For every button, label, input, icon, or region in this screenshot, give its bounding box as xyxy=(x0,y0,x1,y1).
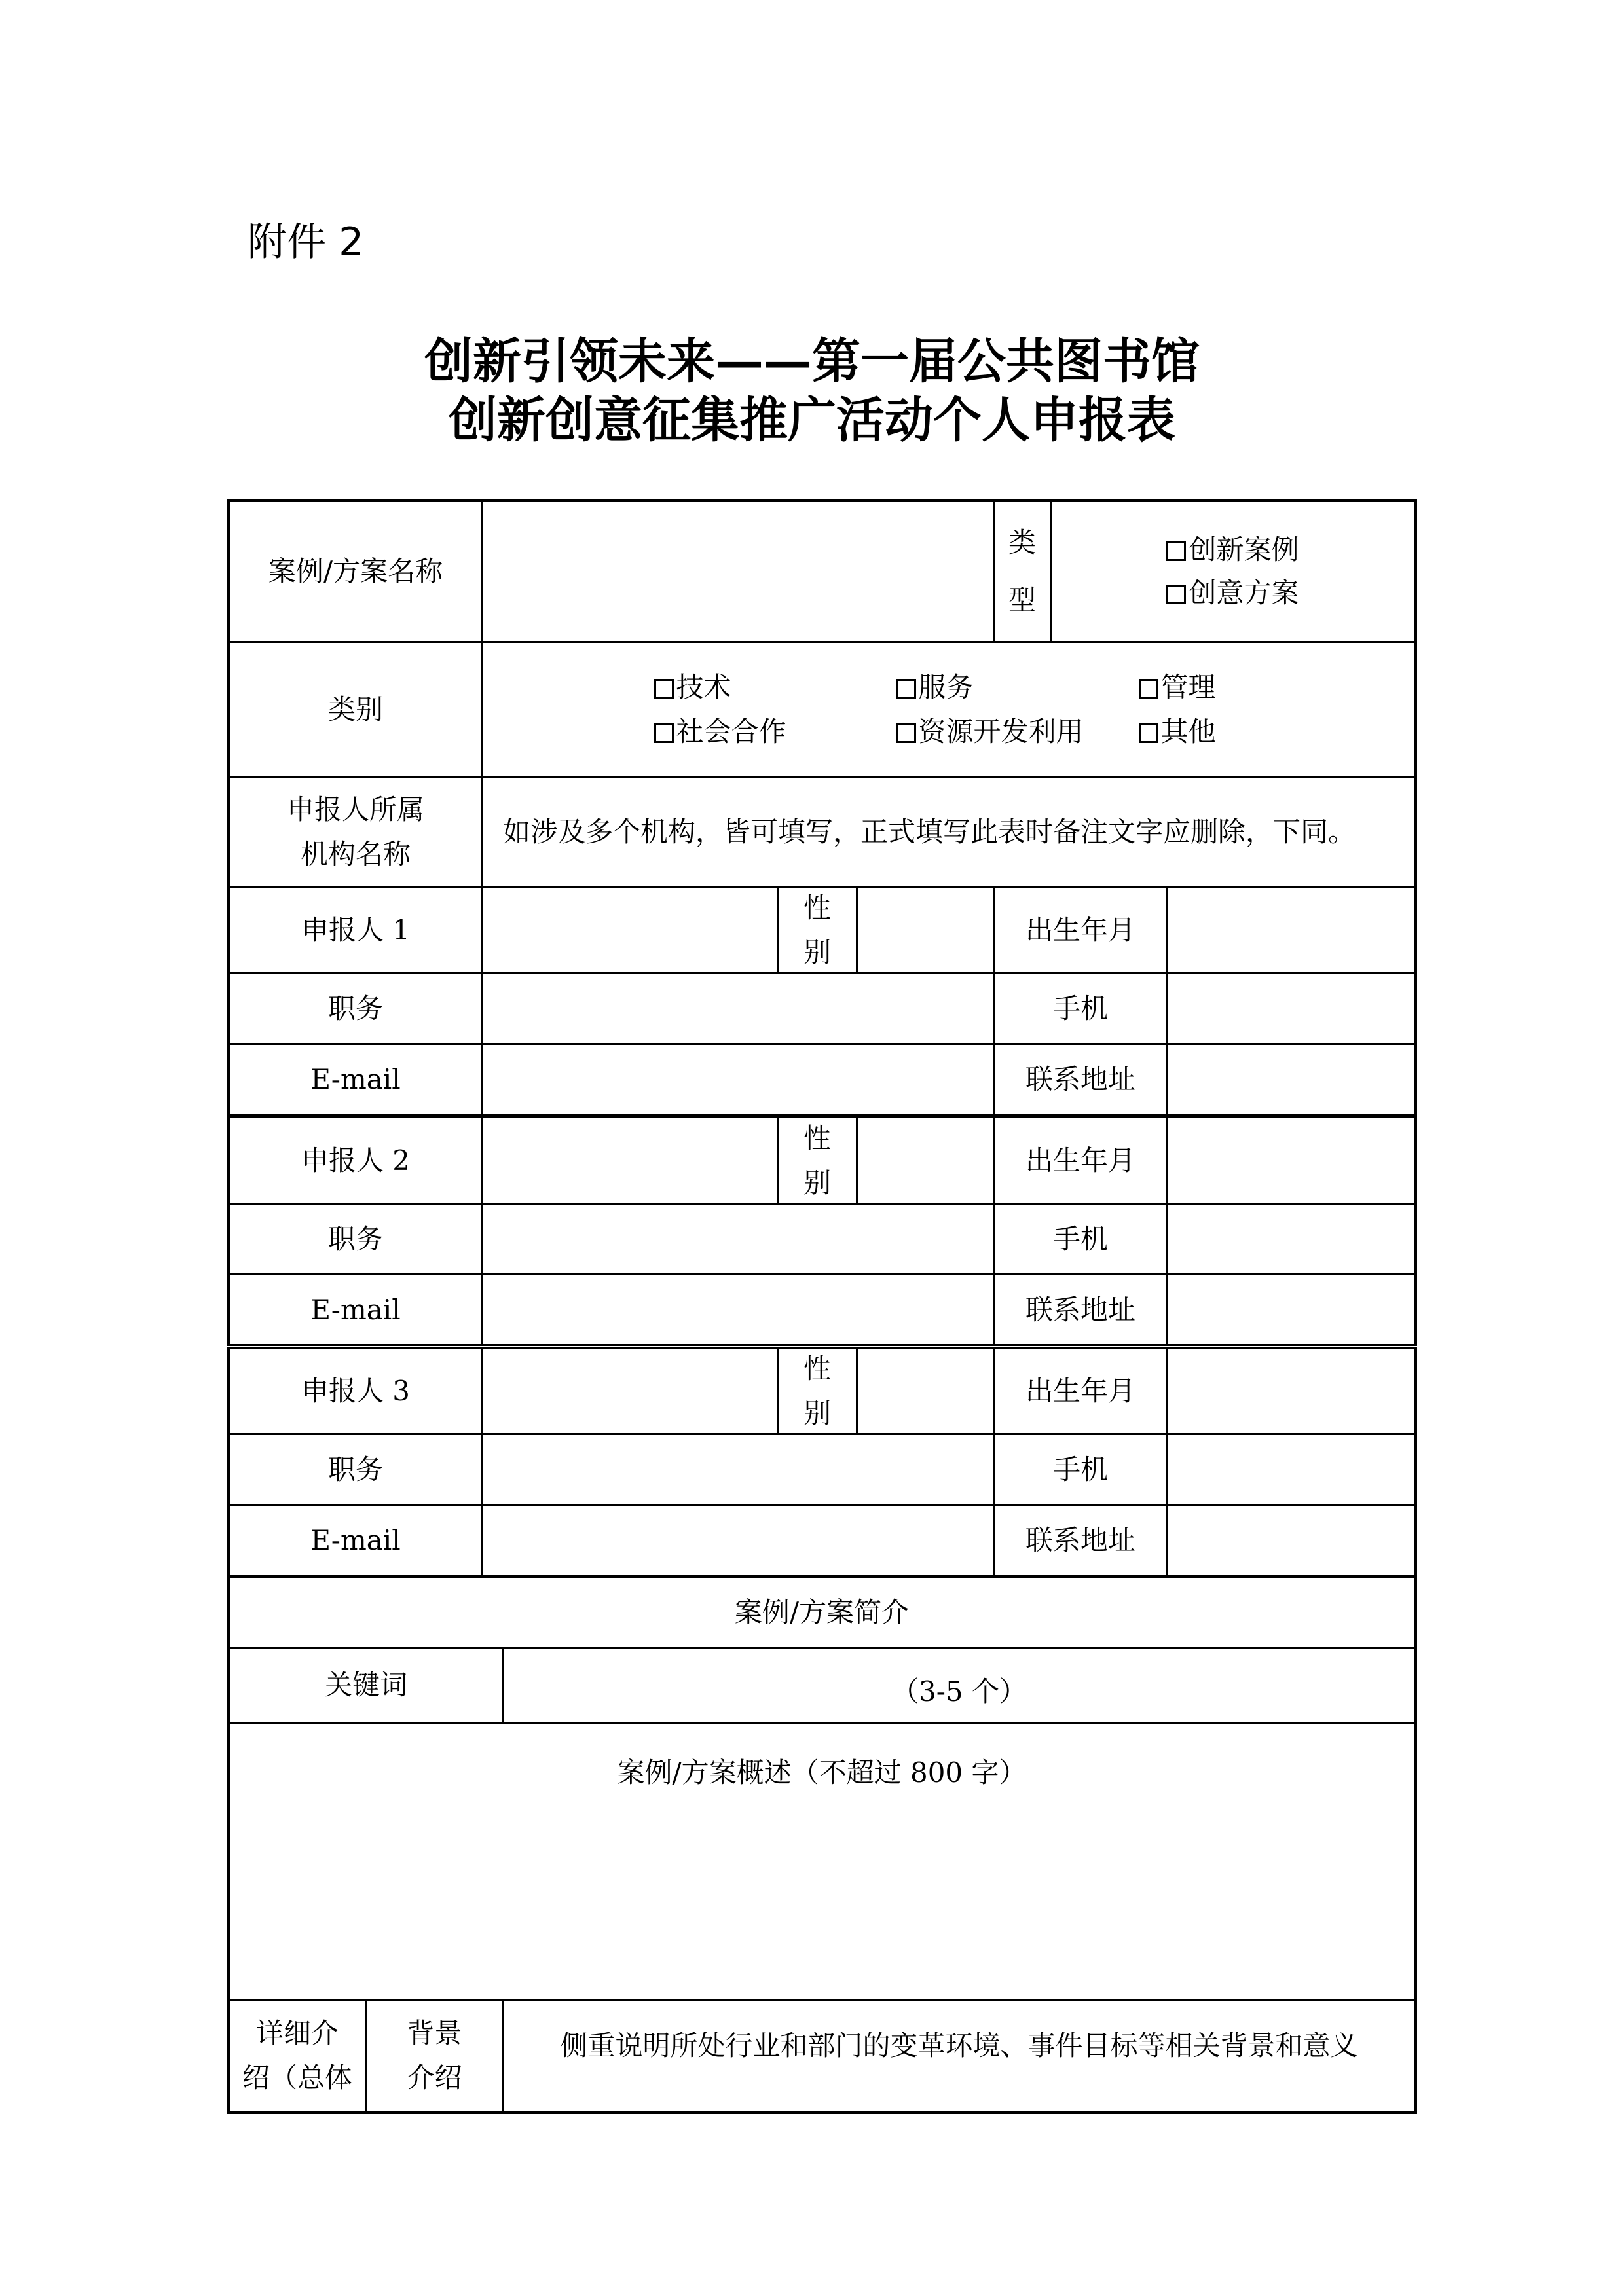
gender-label: 性 别 xyxy=(777,1347,858,1435)
address-input[interactable] xyxy=(1166,1273,1417,1346)
type-option-plan[interactable]: 创意方案 xyxy=(1166,572,1299,615)
email-input[interactable] xyxy=(481,1504,995,1576)
email-input[interactable] xyxy=(481,1043,995,1116)
birth-label: 出生年月 xyxy=(993,1347,1168,1435)
email-input[interactable] xyxy=(481,1273,995,1346)
checkbox-icon xyxy=(654,679,674,699)
gender-label: 性 别 xyxy=(777,886,858,974)
checkbox-icon xyxy=(1139,723,1158,743)
gender-input[interactable] xyxy=(856,1347,995,1435)
checkbox-icon xyxy=(1166,585,1186,604)
category-option-other[interactable]: 其他 xyxy=(1139,710,1270,754)
address-label: 联系地址 xyxy=(993,1504,1168,1576)
phone-label: 手机 xyxy=(993,1203,1168,1275)
checkbox-icon xyxy=(1166,541,1186,561)
applicant-name-input[interactable] xyxy=(481,1116,779,1205)
form-title-line-2: 创新创意征集推广活动个人申报表 xyxy=(449,392,1175,448)
position-label: 职务 xyxy=(227,1433,483,1506)
checkbox-icon xyxy=(1139,679,1158,699)
background-input[interactable]: 侧重说明所处行业和部门的变革环境、事件目标等相关背景和意义 xyxy=(502,1999,1417,2114)
birth-input[interactable] xyxy=(1166,1116,1417,1205)
email-label: E-mail xyxy=(227,1273,483,1346)
applicant-name-input[interactable] xyxy=(481,1347,779,1435)
detail-label: 详细介 绍（总体 xyxy=(227,1999,367,2114)
applicant-label: 申报人 2 xyxy=(227,1116,483,1205)
phone-input[interactable] xyxy=(1166,972,1417,1045)
category-option-social[interactable]: 社会合作 xyxy=(654,710,896,754)
checkbox-icon xyxy=(896,679,916,699)
type-options xyxy=(1050,499,1417,643)
category-option-resource[interactable]: 资源开发利用 xyxy=(896,710,1139,754)
keywords-input[interactable]: （3-5 个） xyxy=(502,1647,1417,1724)
category-options xyxy=(481,641,1417,778)
org-input[interactable]: 如涉及多个机构，皆可填写，正式填写此表时备注文字应删除，下同。 xyxy=(481,776,1417,888)
category-option-management[interactable]: 管理 xyxy=(1139,666,1270,709)
gender-input[interactable] xyxy=(856,886,995,974)
position-input[interactable] xyxy=(481,972,995,1045)
birth-label: 出生年月 xyxy=(993,886,1168,974)
checkbox-icon xyxy=(654,723,674,743)
background-label: 背景 介绍 xyxy=(365,1999,504,2114)
case-name-label: 案例/方案名称 xyxy=(227,499,483,643)
case-name-input[interactable] xyxy=(481,499,995,643)
address-input[interactable] xyxy=(1166,1504,1417,1576)
category-label: 类别 xyxy=(227,641,483,778)
category-option-service[interactable]: 服务 xyxy=(896,666,1139,709)
address-label: 联系地址 xyxy=(993,1043,1168,1116)
keywords-label: 关键词 xyxy=(227,1647,504,1724)
form-title-line-1: 创新引领未来——第一届公共图书馆 xyxy=(424,333,1200,390)
address-input[interactable] xyxy=(1166,1043,1417,1116)
position-input[interactable] xyxy=(481,1203,995,1275)
position-label: 职务 xyxy=(227,972,483,1045)
org-label: 申报人所属 机构名称 xyxy=(227,776,483,888)
birth-label: 出生年月 xyxy=(993,1116,1168,1205)
checkbox-icon xyxy=(896,723,916,743)
position-input[interactable] xyxy=(481,1433,995,1506)
applicant-label: 申报人 3 xyxy=(227,1347,483,1435)
position-label: 职务 xyxy=(227,1203,483,1275)
phone-label: 手机 xyxy=(993,972,1168,1045)
address-label: 联系地址 xyxy=(993,1273,1168,1346)
birth-input[interactable] xyxy=(1166,1347,1417,1435)
gender-input[interactable] xyxy=(856,1116,995,1205)
overview-input[interactable]: 案例/方案概述（不超过 800 字） xyxy=(227,1722,1417,2001)
phone-input[interactable] xyxy=(1166,1433,1417,1506)
category-option-tech[interactable]: 技术 xyxy=(654,666,896,709)
summary-header: 案例/方案简介 xyxy=(227,1576,1417,1649)
type-option-case[interactable]: 创新案例 xyxy=(1166,528,1299,572)
email-label: E-mail xyxy=(227,1043,483,1116)
applicant-name-input[interactable] xyxy=(481,886,779,974)
attachment-label: 附件 2 xyxy=(248,219,364,265)
phone-label: 手机 xyxy=(993,1433,1168,1506)
email-label: E-mail xyxy=(227,1504,483,1576)
phone-input[interactable] xyxy=(1166,1203,1417,1275)
applicant-label: 申报人 1 xyxy=(227,886,483,974)
gender-label: 性 别 xyxy=(777,1116,858,1205)
birth-input[interactable] xyxy=(1166,886,1417,974)
type-label: 类 型 xyxy=(993,499,1052,643)
